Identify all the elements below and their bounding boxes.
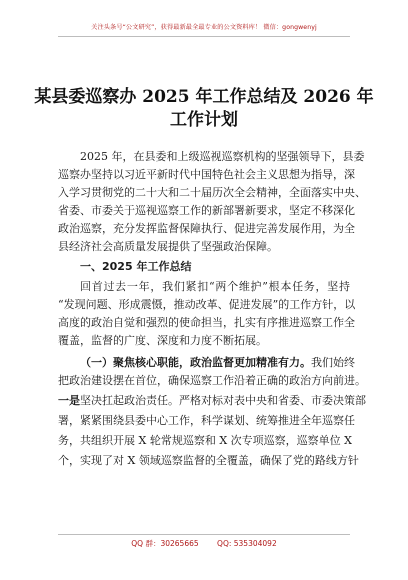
item-marker: 一是 xyxy=(58,394,80,407)
paragraph-line: 2025 年，在县委和上级巡视巡察机构的坚强领导下，县委 xyxy=(80,150,365,163)
subheading-bold: （一）聚焦核心职能，政治监督更加精准有力。 xyxy=(80,356,311,369)
document-title-line-1: 某县委巡察办 2025 年工作总结及 2026 年 xyxy=(34,87,374,107)
paragraph-line: 署，紧紧围绕县委中心工作，科学谋划、统筹推进全年巡察任 xyxy=(58,414,355,427)
paragraph-line: 巡察办坚持以习近平新时代中国特色社会主义思想为指导，深 xyxy=(58,168,355,181)
paragraph-line: 把政治建设摆在首位，确保巡察工作沿着正确的政治方向前进。 xyxy=(58,374,366,387)
header-banner: 关注头条号“公文研究”，获得最新最全最专业的公文资料库！ 微信：gongwenyj xyxy=(91,24,317,31)
paragraph-line: 高度的政治自觉和强烈的使命担当，扎实有序推进巡察工作全 xyxy=(58,316,355,329)
subheading-rest: 我们始终 xyxy=(311,356,355,369)
paragraph-line xyxy=(58,394,366,408)
footer-divider xyxy=(58,534,350,535)
paragraph-text: 坚决扛起政治责任。严格对标对表中央和省委、市委决策部 xyxy=(80,394,366,407)
footer-qq: QQ: 535304092 xyxy=(217,539,277,548)
subheading-line xyxy=(58,356,355,370)
paragraph-line: 县经济社会高质量发展提供了坚强政治保障。 xyxy=(58,240,278,253)
footer-qq-group: QQ 群：30265665 xyxy=(131,539,199,548)
paragraph-line: “发现问题、形成震慑，推动改革、促进发展”的工作方针，以 xyxy=(58,298,356,311)
paragraph-line: 政治巡察，充分发挥监督保障执行、促进完善发展作用，为全 xyxy=(58,222,355,235)
document-title-line-2: 工作计划 xyxy=(170,110,238,130)
paragraph-line: 入学习贯彻党的二十大和二十届历次全会精神，全面落实中央、 xyxy=(58,186,366,199)
section-heading: 一、2025 年工作总结 xyxy=(80,260,192,273)
paragraph-line: 务，共组织开展 X 轮常规巡察和 X 次专项巡察，巡察单位 X xyxy=(58,434,352,447)
paragraph-line: 个，实现了对 X 领域巡察监督的全覆盖，确保了党的路线方针 xyxy=(58,454,359,467)
paragraph-line: 回首过去一年，我们紧扣“两个维护”根本任务，坚持 xyxy=(80,280,350,293)
paragraph-line: 省委、市委关于巡视巡察工作的新部署新要求，坚定不移深化 xyxy=(58,204,355,217)
header-divider xyxy=(58,36,350,37)
paragraph-line: 覆盖，监督的广度、深度和力度不断拓展。 xyxy=(58,334,267,347)
footer-contacts xyxy=(0,538,408,549)
